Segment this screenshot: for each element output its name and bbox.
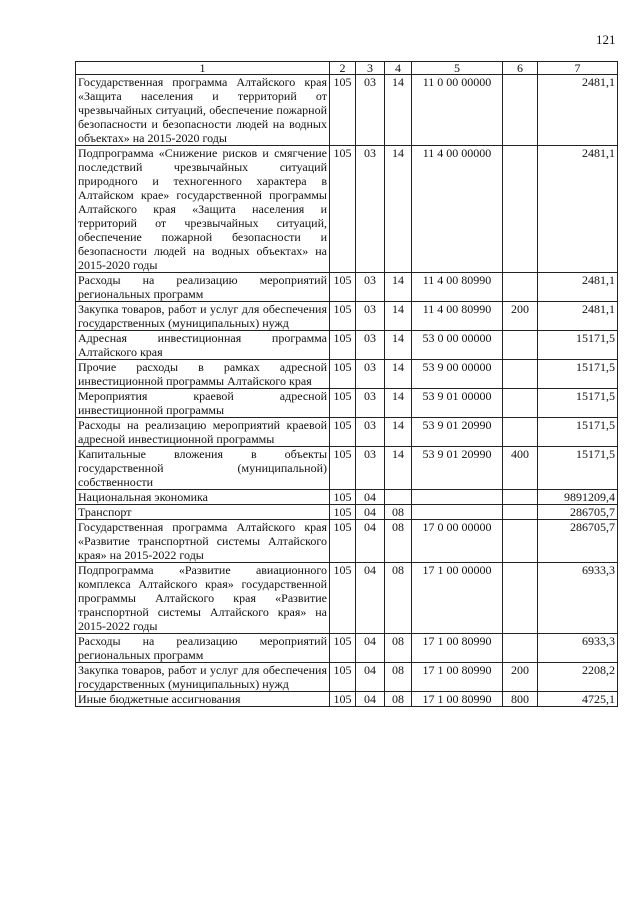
table-row bbox=[76, 75, 618, 146]
ministry-code: 105 bbox=[330, 75, 356, 146]
target-article-code: 11 4 00 00000 bbox=[412, 146, 503, 273]
expense-type-code bbox=[503, 634, 538, 663]
target-article-code: 17 1 00 80990 bbox=[412, 692, 503, 707]
row-name: Подпрограмма «Снижение рисков и смягчение последствий чрезвычайных ситуаций природного и техногенного характера в Алтайском крае» государственной программы Алтайского края «Защита населения и территорий от чрезвычайных ситуаций, обеспечение пожарной безопасности и безопасности людей на водных объектах» на 2015-2020 годы bbox=[76, 146, 330, 273]
section-code: 03 bbox=[356, 273, 385, 302]
expense-type-code bbox=[503, 360, 538, 389]
amount: 15171,5 bbox=[538, 418, 618, 447]
section-code: 03 bbox=[356, 389, 385, 418]
section-code: 04 bbox=[356, 490, 385, 505]
expense-type-code bbox=[503, 273, 538, 302]
amount: 9891209,4 bbox=[538, 490, 618, 505]
row-name: Адресная инвестиционная программа Алтайского края bbox=[76, 331, 330, 360]
expense-type-code bbox=[503, 505, 538, 520]
expense-type-code: 400 bbox=[503, 447, 538, 490]
row-name: Государственная программа Алтайского края «Развитие транспортной системы Алтайского края» на 2015-2022 годы bbox=[76, 520, 330, 563]
table-row bbox=[76, 692, 618, 707]
ministry-code: 105 bbox=[330, 520, 356, 563]
target-article-code bbox=[412, 490, 503, 505]
section-code: 04 bbox=[356, 505, 385, 520]
row-name: Мероприятия краевой адресной инвестиционной программы bbox=[76, 389, 330, 418]
row-name: Государственная программа Алтайского края «Защита населения и территорий от чрезвычайных ситуаций, обеспечение пожарной безопасности и безопасности людей на водных объектах» на 2015-2020 годы bbox=[76, 75, 330, 146]
page-number: 121 bbox=[596, 32, 616, 47]
amount: 2481,1 bbox=[538, 75, 618, 146]
column-header: 5 bbox=[412, 62, 503, 75]
expense-type-code: 800 bbox=[503, 692, 538, 707]
table-row bbox=[76, 331, 618, 360]
amount: 6933,3 bbox=[538, 563, 618, 634]
section-code: 04 bbox=[356, 520, 385, 563]
amount: 2481,1 bbox=[538, 146, 618, 273]
subsection-code bbox=[385, 490, 412, 505]
section-code: 03 bbox=[356, 75, 385, 146]
subsection-code: 14 bbox=[385, 418, 412, 447]
row-name: Расходы на реализацию мероприятий региональных программ bbox=[76, 634, 330, 663]
ministry-code: 105 bbox=[330, 563, 356, 634]
target-article-code: 53 9 01 20990 bbox=[412, 418, 503, 447]
target-article-code: 17 1 00 80990 bbox=[412, 663, 503, 692]
table-header bbox=[76, 62, 618, 75]
ministry-code: 105 bbox=[330, 663, 356, 692]
subsection-code: 14 bbox=[385, 447, 412, 490]
amount: 6933,3 bbox=[538, 634, 618, 663]
amount: 15171,5 bbox=[538, 331, 618, 360]
column-header: 4 bbox=[385, 62, 412, 75]
target-article-code: 11 4 00 80990 bbox=[412, 302, 503, 331]
ministry-code: 105 bbox=[330, 302, 356, 331]
ministry-code: 105 bbox=[330, 634, 356, 663]
column-header: 1 bbox=[76, 62, 330, 75]
table-row bbox=[76, 360, 618, 389]
row-name: Закупка товаров, работ и услуг для обеспечения государственных (муниципальных) нужд bbox=[76, 302, 330, 331]
ministry-code: 105 bbox=[330, 331, 356, 360]
subsection-code: 14 bbox=[385, 75, 412, 146]
expense-type-code bbox=[503, 490, 538, 505]
subsection-code: 08 bbox=[385, 634, 412, 663]
section-code: 04 bbox=[356, 563, 385, 634]
subsection-code: 08 bbox=[385, 692, 412, 707]
table-row bbox=[76, 389, 618, 418]
section-code: 04 bbox=[356, 663, 385, 692]
amount: 4725,1 bbox=[538, 692, 618, 707]
ministry-code: 105 bbox=[330, 389, 356, 418]
ministry-code: 105 bbox=[330, 146, 356, 273]
section-code: 03 bbox=[356, 447, 385, 490]
table-row bbox=[76, 505, 618, 520]
table-row bbox=[76, 146, 618, 273]
target-article-code: 17 1 00 80990 bbox=[412, 634, 503, 663]
target-article-code: 11 4 00 80990 bbox=[412, 273, 503, 302]
section-code: 03 bbox=[356, 302, 385, 331]
subsection-code: 08 bbox=[385, 520, 412, 563]
table-row bbox=[76, 634, 618, 663]
budget-table bbox=[75, 61, 618, 707]
table-row bbox=[76, 663, 618, 692]
row-name: Транспорт bbox=[76, 505, 330, 520]
section-code: 03 bbox=[356, 418, 385, 447]
table-body bbox=[76, 75, 618, 707]
column-header: 6 bbox=[503, 62, 538, 75]
row-name: Иные бюджетные ассигнования bbox=[76, 692, 330, 707]
amount: 15171,5 bbox=[538, 447, 618, 490]
ministry-code: 105 bbox=[330, 360, 356, 389]
column-header: 3 bbox=[356, 62, 385, 75]
subsection-code: 14 bbox=[385, 389, 412, 418]
amount: 286705,7 bbox=[538, 520, 618, 563]
amount: 2208,2 bbox=[538, 663, 618, 692]
table-row bbox=[76, 302, 618, 331]
amount: 15171,5 bbox=[538, 360, 618, 389]
target-article-code: 53 9 00 00000 bbox=[412, 360, 503, 389]
expense-type-code bbox=[503, 520, 538, 563]
table-row bbox=[76, 563, 618, 634]
row-name: Закупка товаров, работ и услуг для обеспечения государственных (муниципальных) нужд bbox=[76, 663, 330, 692]
ministry-code: 105 bbox=[330, 692, 356, 707]
ministry-code: 105 bbox=[330, 418, 356, 447]
ministry-code: 105 bbox=[330, 505, 356, 520]
section-code: 04 bbox=[356, 692, 385, 707]
target-article-code bbox=[412, 505, 503, 520]
ministry-code: 105 bbox=[330, 490, 356, 505]
expense-type-code bbox=[503, 389, 538, 418]
expense-type-code: 200 bbox=[503, 302, 538, 331]
target-article-code: 17 0 00 00000 bbox=[412, 520, 503, 563]
section-code: 03 bbox=[356, 331, 385, 360]
subsection-code: 14 bbox=[385, 360, 412, 389]
ministry-code: 105 bbox=[330, 447, 356, 490]
expense-type-code bbox=[503, 563, 538, 634]
amount: 2481,1 bbox=[538, 273, 618, 302]
subsection-code: 08 bbox=[385, 505, 412, 520]
table-row bbox=[76, 273, 618, 302]
table-row bbox=[76, 418, 618, 447]
table-row bbox=[76, 490, 618, 505]
column-header: 2 bbox=[330, 62, 356, 75]
subsection-code: 08 bbox=[385, 663, 412, 692]
section-code: 03 bbox=[356, 360, 385, 389]
subsection-code: 14 bbox=[385, 273, 412, 302]
column-header: 7 bbox=[538, 62, 618, 75]
target-article-code: 11 0 00 00000 bbox=[412, 75, 503, 146]
section-code: 04 bbox=[356, 634, 385, 663]
expense-type-code bbox=[503, 75, 538, 146]
target-article-code: 17 1 00 00000 bbox=[412, 563, 503, 634]
subsection-code: 08 bbox=[385, 563, 412, 634]
subsection-code: 14 bbox=[385, 146, 412, 273]
section-code: 03 bbox=[356, 146, 385, 273]
row-name: Подпрограмма «Развитие авиационного комплекса Алтайского края» государственной программы Алтайского края «Развитие транспортной системы Алтайского края» на 2015-2022 годы bbox=[76, 563, 330, 634]
amount: 15171,5 bbox=[538, 389, 618, 418]
target-article-code: 53 9 01 20990 bbox=[412, 447, 503, 490]
table-row bbox=[76, 520, 618, 563]
row-name: Прочие расходы в рамках адресной инвестиционной программы Алтайского края bbox=[76, 360, 330, 389]
amount: 2481,1 bbox=[538, 302, 618, 331]
expense-type-code bbox=[503, 146, 538, 273]
ministry-code: 105 bbox=[330, 273, 356, 302]
row-name: Капитальные вложения в объекты государственной (муниципальной) собственности bbox=[76, 447, 330, 490]
target-article-code: 53 0 00 00000 bbox=[412, 331, 503, 360]
row-name: Национальная экономика bbox=[76, 490, 330, 505]
row-name: Расходы на реализацию мероприятий краевой адресной инвестиционной программы bbox=[76, 418, 330, 447]
subsection-code: 14 bbox=[385, 331, 412, 360]
table-row bbox=[76, 447, 618, 490]
row-name: Расходы на реализацию мероприятий региональных программ bbox=[76, 273, 330, 302]
expense-type-code: 200 bbox=[503, 663, 538, 692]
subsection-code: 14 bbox=[385, 302, 412, 331]
target-article-code: 53 9 01 00000 bbox=[412, 389, 503, 418]
expense-type-code bbox=[503, 418, 538, 447]
amount: 286705,7 bbox=[538, 505, 618, 520]
expense-type-code bbox=[503, 331, 538, 360]
